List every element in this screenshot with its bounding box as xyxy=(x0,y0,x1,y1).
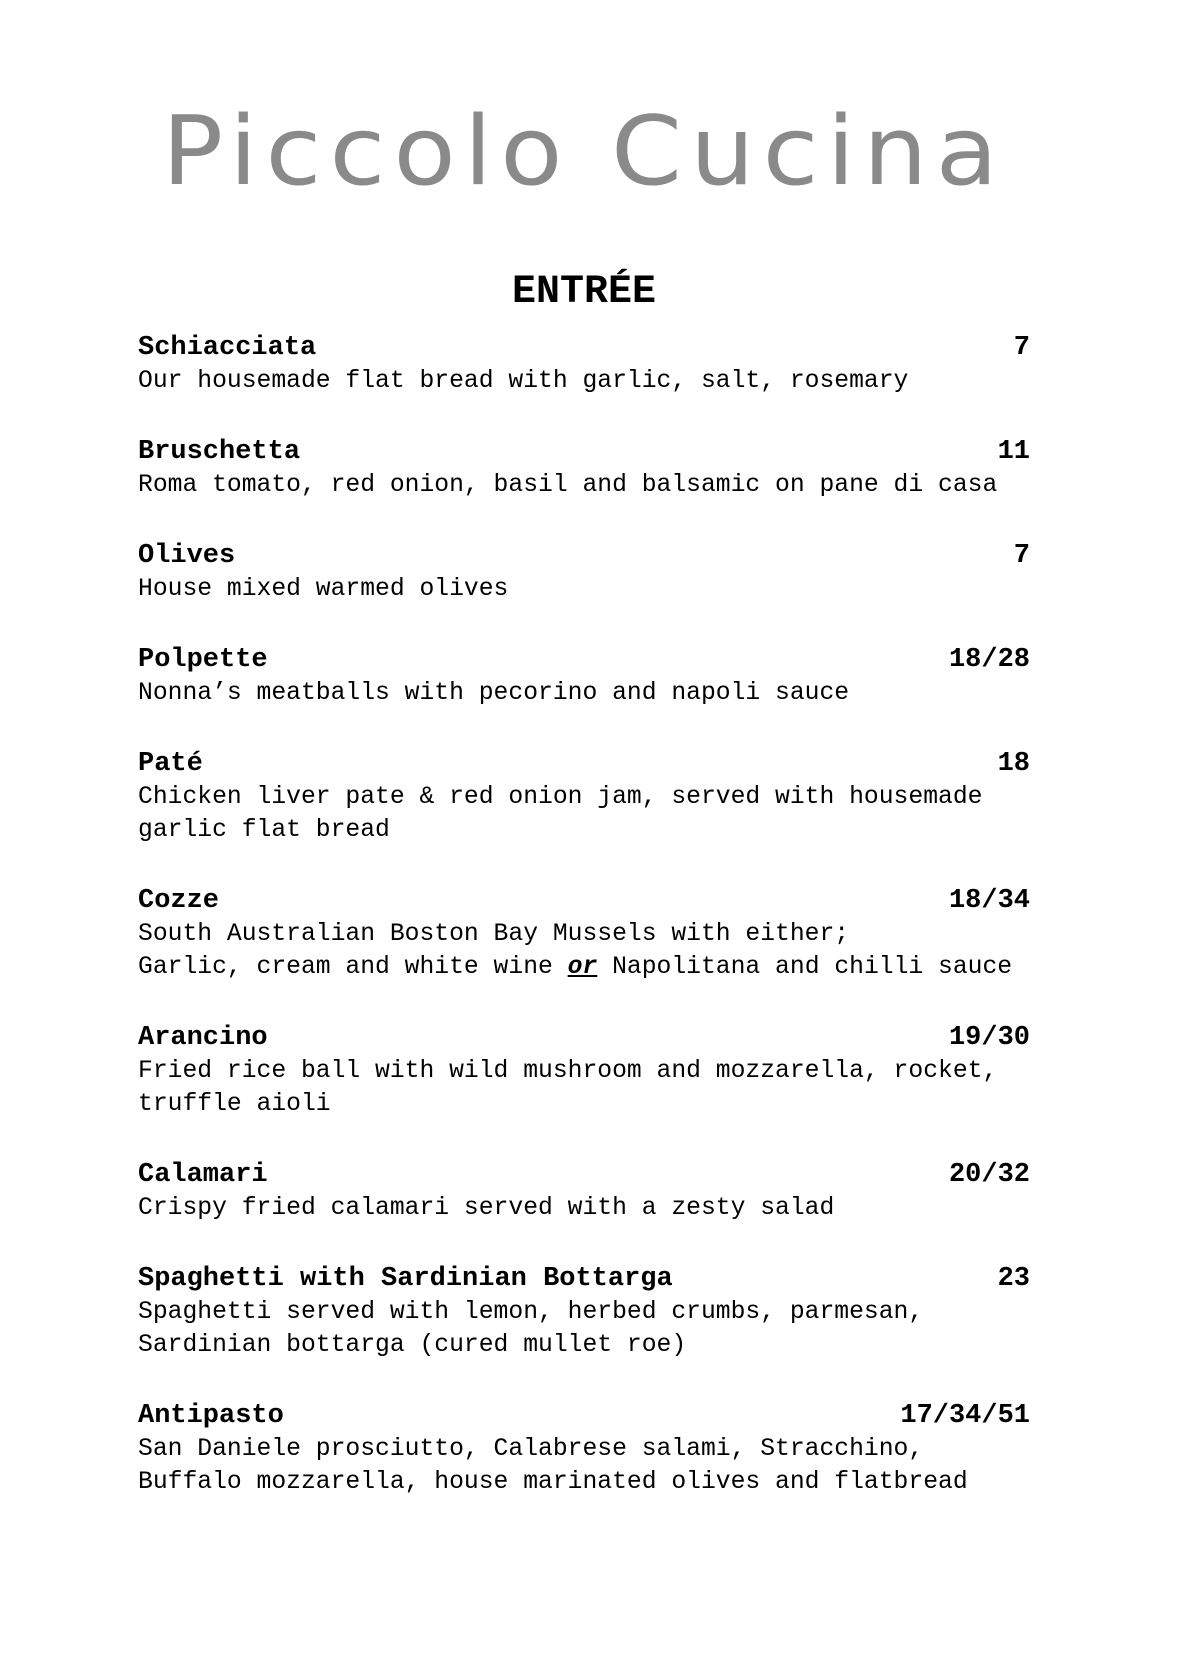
description-text: Spaghetti served with lemon, herbed crumbs, parmesan, xyxy=(138,1298,924,1326)
description-text: Our housemade flat bread with garlic, salt, rosemary xyxy=(138,367,909,395)
description-text: Napolitana and chilli sauce xyxy=(597,953,1013,981)
item-description-line xyxy=(138,469,1030,502)
menu-item xyxy=(138,1159,1030,1225)
menu-item-header xyxy=(138,436,1030,469)
item-price: 11 xyxy=(997,437,1030,467)
description-text: San Daniele prosciutto, Calabrese salami, Stracchino, xyxy=(138,1435,924,1463)
section-title-entree: ENTRÉE xyxy=(511,270,657,315)
menu-item-header xyxy=(138,1159,1030,1192)
menu-item xyxy=(138,885,1030,984)
item-description-line xyxy=(138,1466,1030,1499)
item-name: Polpette xyxy=(138,645,268,675)
description-text: Fried rice ball with wild mushroom and mozzarella, rocket, xyxy=(138,1057,998,1085)
description-text: Buffalo mozzarella, house marinated olives and flatbread xyxy=(138,1468,968,1496)
menu-item xyxy=(138,540,1030,606)
item-price: 7 xyxy=(1013,333,1030,363)
item-name: Spaghetti with Sardinian Bottarga xyxy=(138,1264,673,1294)
item-price: 19/30 xyxy=(948,1023,1030,1053)
item-price: 18 xyxy=(997,749,1030,779)
description-text: Chicken liver pate & red onion jam, served with housemade xyxy=(138,783,983,811)
item-price: 20/32 xyxy=(948,1160,1030,1190)
description-text: truffle aioli xyxy=(138,1090,331,1118)
item-name: Arancino xyxy=(138,1023,268,1053)
item-description-line xyxy=(138,951,1030,984)
menu-item-header xyxy=(138,1400,1030,1433)
menu-item xyxy=(138,1263,1030,1362)
item-name: Calamari xyxy=(138,1160,268,1190)
menu-item xyxy=(138,1022,1030,1121)
menu-item-header xyxy=(138,644,1030,677)
item-price: 18/34 xyxy=(948,886,1030,916)
menu-item-header xyxy=(138,885,1030,918)
item-description-line xyxy=(138,365,1030,398)
item-name: Cozze xyxy=(138,886,220,916)
item-description-line xyxy=(138,1296,1030,1329)
description-text: Garlic, cream and white wine xyxy=(138,953,568,981)
item-description-line xyxy=(138,1192,1030,1225)
item-name: Paté xyxy=(138,749,203,779)
item-description-line xyxy=(138,1088,1030,1121)
menu-item xyxy=(138,644,1030,710)
item-description-line xyxy=(138,573,1030,606)
restaurant-logo: Piccolo Cucina xyxy=(161,97,1007,207)
description-text: Roma tomato, red onion, basil and balsamic on pane di casa xyxy=(138,471,998,499)
item-description-line xyxy=(138,1055,1030,1088)
item-price: 18/28 xyxy=(948,645,1030,675)
item-description-line xyxy=(138,781,1030,814)
menu-item-header xyxy=(138,748,1030,781)
item-price: 7 xyxy=(1013,541,1030,571)
menu-item xyxy=(138,748,1030,847)
item-description-line xyxy=(138,814,1030,847)
menu-item xyxy=(138,332,1030,398)
item-description-line xyxy=(138,918,1030,951)
item-price: 17/34/51 xyxy=(900,1401,1030,1431)
item-name: Olives xyxy=(138,541,236,571)
menu-item-list xyxy=(138,332,1030,1499)
item-name: Antipasto xyxy=(138,1401,284,1431)
item-name: Bruschetta xyxy=(138,437,301,467)
description-text: Nonna’s meatballs with pecorino and napoli sauce xyxy=(138,679,850,707)
item-price: 23 xyxy=(997,1264,1030,1294)
menu-item-header xyxy=(138,1263,1030,1296)
description-text: garlic flat bread xyxy=(138,816,390,844)
item-description-line xyxy=(138,1433,1030,1466)
description-text: Sardinian bottarga (cured mullet roe) xyxy=(138,1331,687,1359)
item-description-line xyxy=(138,677,1030,710)
description-text: South Australian Boston Bay Mussels with either; xyxy=(138,920,850,948)
menu-item xyxy=(138,1400,1030,1499)
item-name: Schiacciata xyxy=(138,333,317,363)
menu-item-header xyxy=(138,332,1030,365)
description-text: Crispy fried calamari served with a zesty salad xyxy=(138,1194,835,1222)
menu-item-header xyxy=(138,1022,1030,1055)
menu-item-header xyxy=(138,540,1030,573)
menu-item xyxy=(138,436,1030,502)
description-or-emphasis: or xyxy=(567,953,598,981)
item-description-line xyxy=(138,1329,1030,1362)
description-text: House mixed warmed olives xyxy=(138,575,509,603)
